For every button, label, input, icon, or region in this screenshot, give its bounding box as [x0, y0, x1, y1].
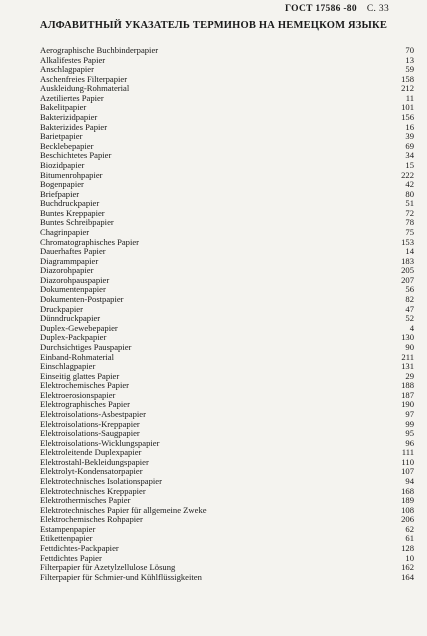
index-term: Elektroisolations-Saugpapier	[40, 428, 140, 439]
index-term: Buchdruckpapier	[40, 198, 100, 209]
index-entry	[40, 151, 414, 161]
index-page-number: 69	[405, 140, 414, 151]
index-page-number: 207	[401, 274, 414, 285]
index-term: Elektrothermisches Papier	[40, 495, 131, 506]
index-entry	[40, 525, 414, 535]
index-entry	[40, 56, 414, 66]
index-page-number: 29	[405, 370, 414, 381]
index-page-number: 205	[401, 265, 414, 276]
index-term: Elektrotechnisches Isolationspapier	[40, 476, 162, 487]
index-page-number: 14	[405, 246, 414, 257]
index-page-number: 222	[401, 169, 414, 180]
index-page-number: 97	[405, 408, 414, 419]
index-page-number: 110	[401, 456, 414, 467]
index-term: Elektroerosionspapier	[40, 389, 116, 400]
index-page-number: 190	[401, 399, 414, 410]
index-term: Filterpapier für Azetylzellulose Lösung	[40, 562, 176, 573]
index-term: Einseitig glattes Papier	[40, 370, 120, 381]
index-term: Dokumentenpapier	[40, 284, 106, 295]
index-term: Fettdichtes-Packpapier	[40, 543, 119, 554]
index-page-number: 56	[405, 284, 414, 295]
index-term: Elektroisolations-Kreppapier	[40, 418, 140, 429]
index-page-number: 206	[401, 514, 414, 525]
index-term: Biozidpapier	[40, 159, 85, 170]
index-page-number: 70	[405, 45, 414, 55]
index-entry	[40, 573, 414, 583]
index-page-number: 164	[401, 571, 414, 582]
index-term: Diagrammpapier	[40, 255, 99, 266]
index-term: Elektrographisches Papier	[40, 399, 130, 410]
index-term: Buntes Schreibpapier	[40, 217, 114, 228]
index-entry	[40, 515, 414, 525]
index-page-number: 108	[401, 504, 414, 515]
index-term: Elektroleitende Duplexpapier	[40, 447, 142, 458]
page-title: АЛФАВИТНЫЙ УКАЗАТЕЛЬ ТЕРМИНОВ НА НЕМЕЦКОМ ЯЗЫКЕ	[39, 20, 388, 31]
index-page-number: 90	[405, 341, 414, 352]
index-page-number: 52	[405, 313, 414, 324]
index-page-number: 162	[401, 562, 414, 573]
index-entry	[40, 218, 414, 228]
index-page-number: 130	[401, 332, 414, 343]
index-page-number: 94	[405, 476, 414, 487]
index-term: Filterpapier für Schmier-und Kühlflüssigkeiten	[40, 571, 202, 582]
index-term: Bakterizides Papier	[40, 121, 108, 132]
index-page-number: 95	[405, 428, 414, 439]
index-term: Diazorohpapier	[40, 265, 94, 276]
index-term: Diazorohpauspapier	[40, 274, 110, 285]
index-page-number: 11	[405, 92, 414, 103]
page-number: С. 33	[366, 4, 389, 14]
index-term: Elektrostahl-Bekleidungspapier	[40, 456, 149, 467]
index-term: Elektrotechnisches Kreppapier	[40, 485, 146, 496]
index-page-number: 13	[405, 54, 414, 65]
index-term: Aerographische Buchbinderpapier	[40, 45, 159, 55]
index-term: Estampenpapier	[40, 523, 96, 534]
index-page-number: 131	[401, 361, 414, 372]
index-page-number: 75	[405, 226, 414, 237]
index-entry	[40, 132, 414, 142]
index-page-number: 111	[401, 447, 414, 458]
index-term: Dauerhaftes Papier	[40, 246, 106, 257]
index-term: Einband-Rohmaterial	[40, 351, 114, 362]
index-page-number: 72	[405, 207, 414, 218]
index-term: Buntes Kreppapier	[40, 207, 105, 218]
index-page-number: 82	[405, 294, 414, 305]
term-index	[40, 46, 414, 582]
index-term: Dünndruckpapier	[40, 313, 101, 324]
index-term: Elektroisolations-Asbestpapier	[40, 408, 146, 419]
index-term: Azetiliertes Papier	[40, 92, 104, 103]
index-page-number: 211	[401, 351, 414, 362]
index-term: Bogenpapier	[40, 179, 84, 190]
index-term: Becklebepapier	[40, 140, 94, 151]
index-term: Duplex-Packpapier	[40, 332, 107, 343]
index-term: Bakelitpapier	[40, 102, 87, 113]
index-term: Einschlagpapier	[40, 361, 96, 372]
index-page-number: 78	[405, 217, 414, 228]
index-term: Elektrochemisches Papier	[40, 380, 130, 391]
index-page-number: 212	[401, 83, 414, 94]
index-entry	[40, 353, 414, 363]
index-entry	[40, 180, 414, 190]
index-entry	[40, 257, 414, 267]
index-entry	[40, 94, 414, 104]
index-term: Aschenfreies Filterpapier	[40, 73, 128, 84]
index-entry	[40, 171, 414, 181]
index-page-number: 107	[401, 466, 414, 477]
index-page-number: 99	[405, 418, 414, 429]
index-term: Fettdichtes Papier	[40, 552, 102, 563]
index-page-number: 15	[405, 159, 414, 170]
index-page-number: 61	[405, 533, 414, 544]
page-header	[285, 4, 389, 14]
index-page-number: 96	[405, 437, 414, 448]
index-term: Druckpapier	[40, 303, 83, 314]
index-page-number: 128	[401, 543, 414, 554]
index-term: Elektroisolations-Wicklungspapier	[40, 437, 160, 448]
index-page-number: 187	[401, 389, 414, 400]
index-term: Elektrotechnisches Papier für allgemeine Zweke	[40, 504, 207, 515]
index-page-number: 156	[401, 112, 414, 123]
index-page-number: 47	[405, 303, 414, 314]
index-page-number: 62	[405, 523, 414, 534]
index-term: Etikettenpapier	[40, 533, 93, 544]
index-page-number: 183	[401, 255, 414, 266]
index-page-number: 42	[405, 179, 414, 190]
index-term: Barietpapier	[40, 131, 83, 142]
index-term: Bitumenrohpapier	[40, 169, 103, 180]
index-entry	[40, 295, 414, 305]
index-term: Briefpapier	[40, 188, 80, 199]
index-term: Chagrinpapier	[40, 226, 90, 237]
index-term: Auskleidung-Rohmaterial	[40, 83, 130, 94]
index-entry	[40, 123, 414, 133]
index-page-number: 59	[405, 64, 414, 75]
index-page-number: 168	[401, 485, 414, 496]
index-term: Durchsichtiges Pauspapier	[40, 341, 132, 352]
index-term: Dokumenten-Postpapier	[40, 294, 124, 305]
index-page-number: 16	[405, 121, 414, 132]
index-page-number: 10	[405, 552, 414, 563]
index-page-number: 188	[401, 380, 414, 391]
index-page-number: 80	[405, 188, 414, 199]
index-page-number: 158	[401, 73, 414, 84]
index-term: Beschichtetes Papier	[40, 150, 112, 161]
index-page-number: 34	[405, 150, 414, 161]
index-term: Elektrolyt-Kondensatorpapier	[40, 466, 143, 477]
index-page-number: 51	[405, 198, 414, 209]
index-term: Elektrochemisches Rohpapier	[40, 514, 143, 525]
index-page-number: 153	[401, 236, 414, 247]
index-page-number: 4	[409, 322, 414, 333]
standard-number: ГОСТ 17586 -80	[285, 4, 357, 14]
index-term: Anschlagpapier	[40, 64, 94, 75]
index-page-number: 101	[401, 102, 414, 113]
index-term: Alkalifestes Papier	[40, 54, 106, 65]
index-term: Duplex-Gewebepapier	[40, 322, 118, 333]
index-term: Bakterizidpapier	[40, 112, 98, 123]
index-term: Chromatographisches Papier	[40, 236, 140, 247]
index-page-number: 39	[405, 131, 414, 142]
index-page-number: 189	[401, 495, 414, 506]
